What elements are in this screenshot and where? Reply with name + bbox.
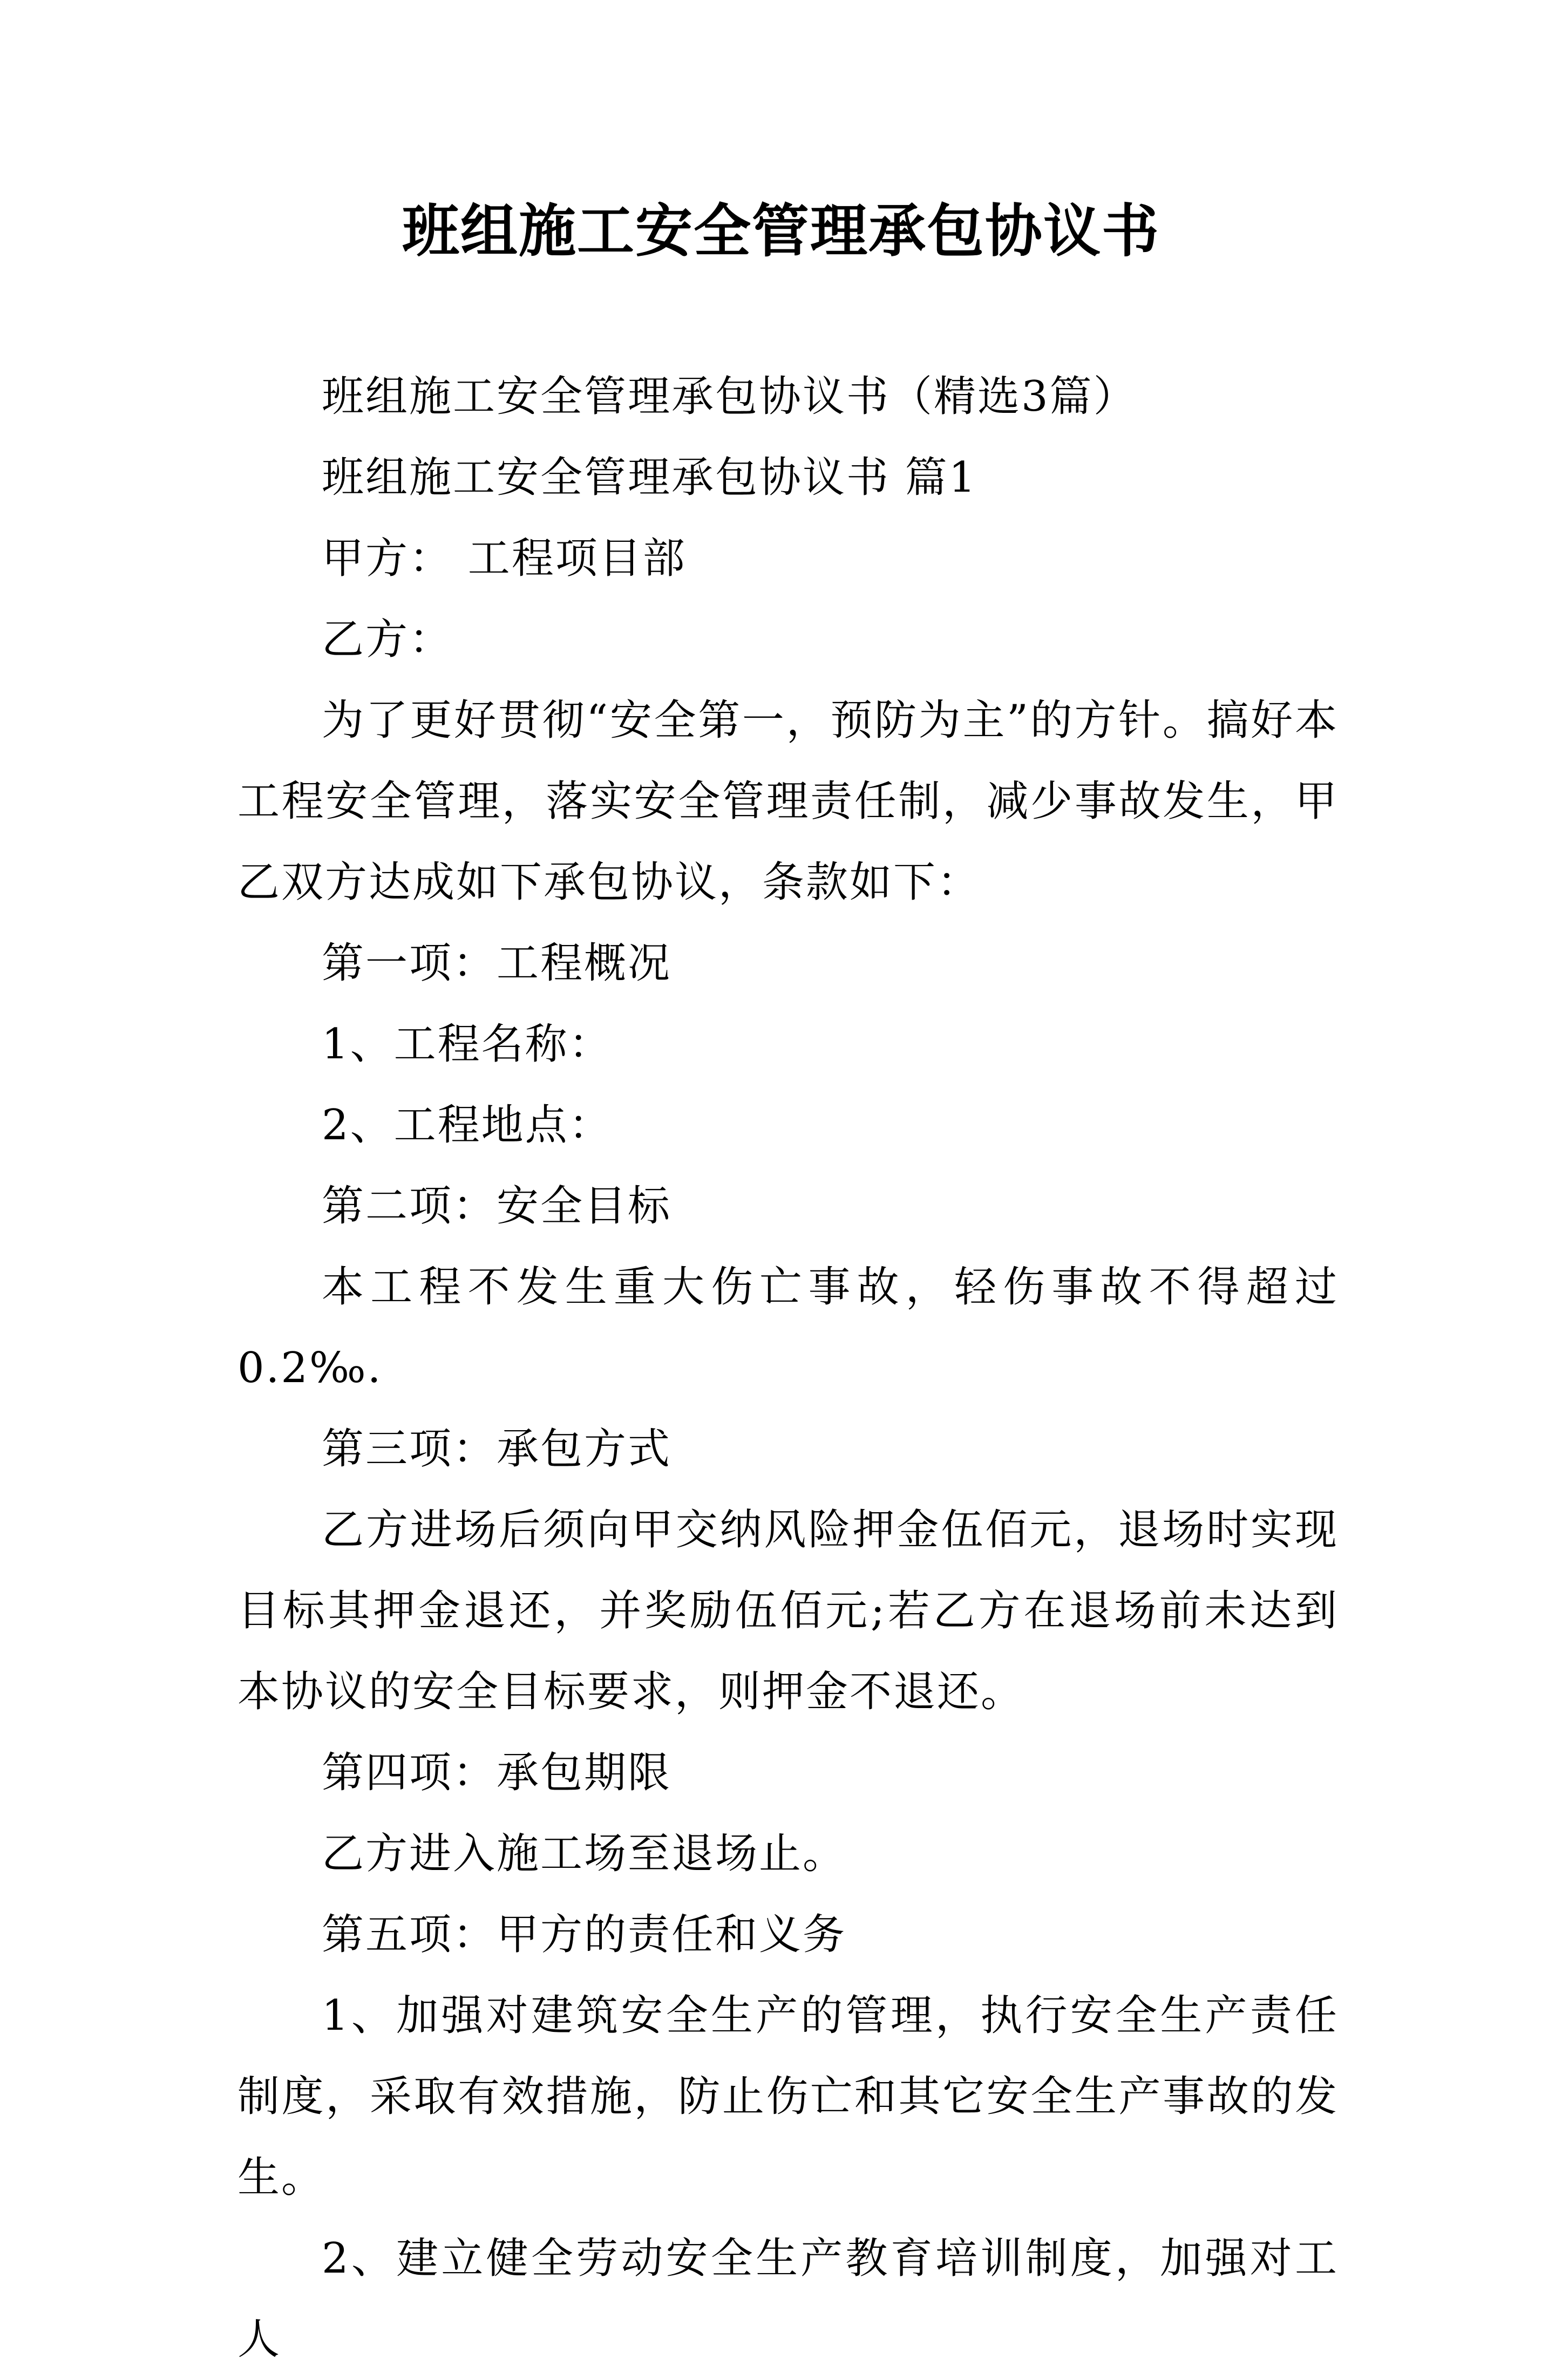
paragraph-duty-2: 2、建立健全劳动安全生产教育培训制度，加强对工人 bbox=[237, 2234, 1339, 2364]
paragraph-subtitle: 班组施工安全管理承包协议书（精选3篇） bbox=[322, 372, 1137, 421]
paragraph-project-location: 2、工程地点： bbox=[322, 1101, 613, 1150]
paragraph-party-a: 甲方： 工程项目部 bbox=[322, 534, 687, 583]
paragraph-item-2-heading: 第二项：安全目标 bbox=[322, 1182, 672, 1230]
paragraph-item-4-heading: 第四项：承包期限 bbox=[322, 1749, 672, 1797]
paragraph-item-5-heading: 第五项：甲方的责任和义务 bbox=[322, 1910, 847, 1959]
paragraph-section-heading: 班组施工安全管理承包协议书 篇1 bbox=[322, 453, 977, 502]
paragraph-duty-1: 1、加强对建筑安全生产的管理，执行安全生产责任制度，采取有效措施，防止伤亡和其它安全生产事故的发生。 bbox=[237, 1991, 1339, 2202]
paragraph-item-1-heading: 第一项：工程概况 bbox=[322, 939, 672, 988]
paragraph-contract-period: 乙方进入施工场至退场止。 bbox=[322, 1830, 847, 1878]
paragraph-project-name: 1、工程名称： bbox=[322, 1020, 613, 1069]
paragraph-party-b: 乙方： bbox=[322, 615, 453, 664]
paragraph-item-3-heading: 第三项：承包方式 bbox=[322, 1425, 672, 1473]
document-body bbox=[237, 356, 1339, 2380]
document-title: 班组施工安全管理承包协议书 bbox=[402, 197, 1160, 264]
paragraph-contract-method: 乙方进场后须向甲交纳风险押金伍佰元，退场时实现目标其押金退还，并奖励伍佰元;若乙方在退场前未达到本协议的安全目标要求，则押金不退还。 bbox=[237, 1506, 1339, 1716]
paragraph-preamble: 为了更好贯彻“安全第一，预防为主”的方针。搞好本工程安全管理，落实安全管理责任制，减少事故发生，甲乙双方达成如下承包协议，条款如下： bbox=[237, 696, 1339, 907]
paragraph-safety-target: 本工程不发生重大伤亡事故，轻伤事故不得超过0.2‰. bbox=[237, 1263, 1339, 1392]
